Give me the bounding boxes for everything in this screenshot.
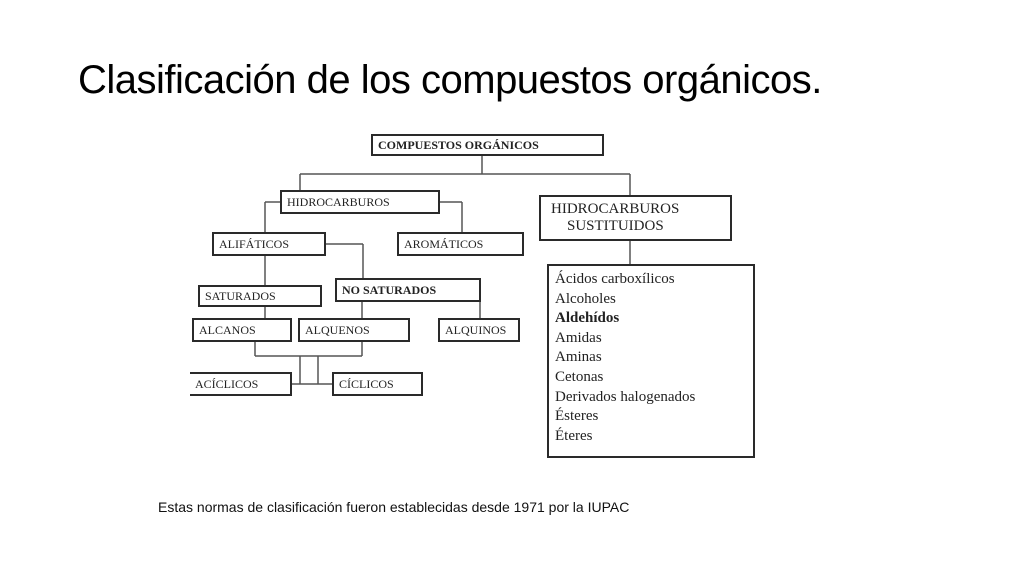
sustituidos-line-2: SUSTITUIDOS [567,218,664,234]
list-item: Ésteres [555,408,599,425]
node-alifaticos: ALIFÁTICOS [212,232,326,256]
node-alquenos: ALQUENOS [298,318,410,342]
list-item: Ácidos carboxílicos [555,271,675,287]
list-item: Alcoholes [555,290,616,307]
classification-diagram [190,128,760,468]
node-ciclicos: CÍCLICOS [332,372,423,396]
list-item: Derivados halogenados [555,388,696,405]
sustituidos-line-1: HIDROCARBUROS [551,201,680,217]
node-aromaticos: AROMÁTICOS [397,232,524,256]
list-item: Amidas [555,329,602,346]
node-saturados: SATURADOS [198,285,322,307]
list-item: Cetonas [555,368,604,385]
node-no-saturados: NO SATURADOS [335,278,481,302]
list-item: Aminas [555,349,602,366]
node-aciclicos: ACÍCLICOS [190,372,292,396]
node-hidrocarburos-sustituidos [539,195,732,241]
node-alcanos: ALCANOS [192,318,292,342]
slide-title: Clasificación de los compuestos orgánicos. [78,58,822,102]
node-alquinos: ALQUINOS [438,318,520,342]
footnote: Estas normas de clasificación fueron establecidas desde 1971 por la IUPAC [158,499,630,515]
list-item: Éteres [555,427,593,444]
list-item: Aldehídos [555,310,620,327]
node-compuestos-organicos: COMPUESTOS ORGÁNICOS [371,134,604,156]
node-hidrocarburos: HIDROCARBUROS [280,190,440,214]
functional-groups-box [547,264,755,458]
